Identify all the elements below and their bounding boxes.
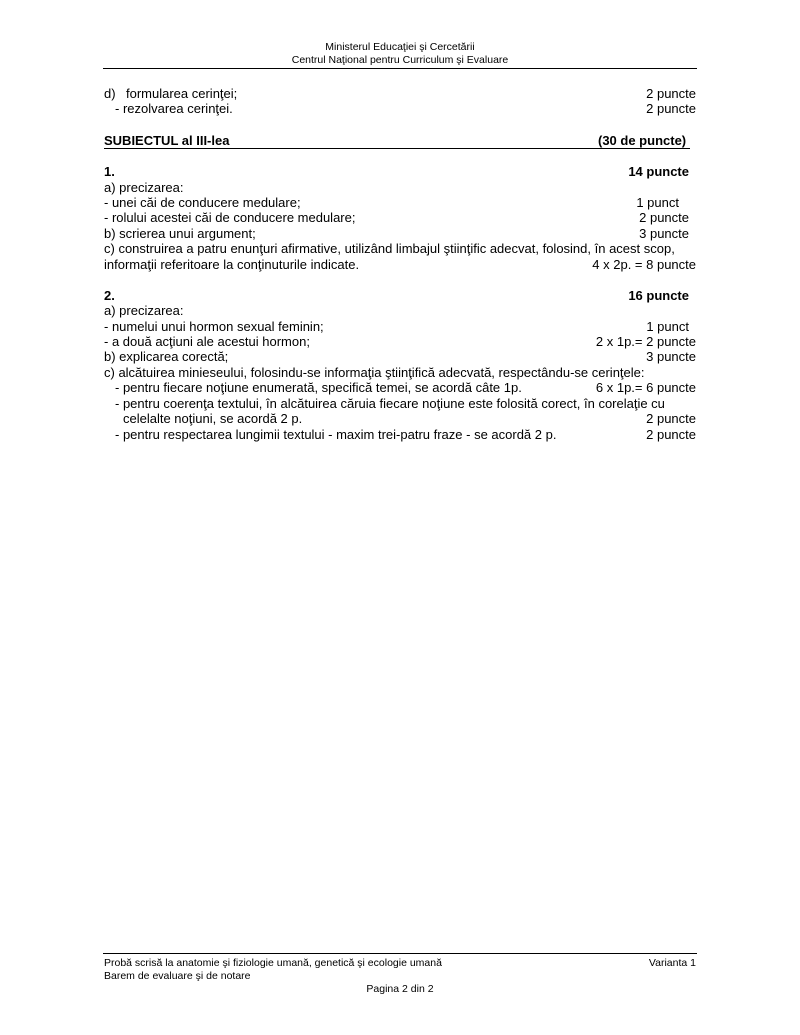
header-rule <box>103 68 697 69</box>
section-underline <box>104 148 690 149</box>
q1-a2-text: - rolului acestei căi de conducere medulare; <box>104 210 356 225</box>
item-d-text: formularea cerinţei; <box>126 86 238 101</box>
header-ministry: Ministerul Educaţiei şi Cercetării <box>325 41 475 53</box>
q1-points: 14 puncte <box>628 164 689 179</box>
footer-variant: Varianta 1 <box>648 957 696 969</box>
q1-c-points: 4 x 2p. = 8 puncte <box>592 257 696 272</box>
q2-number: 2. <box>104 288 115 303</box>
section-points: (30 de puncte) <box>598 133 687 148</box>
q2-c1-points: 6 x 1p.= 6 puncte <box>595 380 696 395</box>
q2-c2-line2: celelalte noţiuni, se acordă 2 p. <box>123 411 303 426</box>
item-d-label: d) <box>104 86 116 101</box>
q2-c2-line1: - pentru coerenţa textului, în alcătuirea căruia fiecare noţiune este folosită corect, în corelaţie cu <box>115 396 665 411</box>
header-center: Centrul Naţional pentru Curriculum şi Evaluare <box>291 54 509 66</box>
q2-c3-points: 2 puncte <box>646 427 696 442</box>
item-d2-points: 2 puncte <box>646 101 696 116</box>
q2-a-intro: a) precizarea: <box>104 303 184 318</box>
q1-b-points: 3 puncte <box>639 226 689 241</box>
q1-b-text: b) scrierea unui argument; <box>104 226 256 241</box>
q2-a1-points: 1 punct <box>646 319 689 334</box>
q2-a2-text: - a două acţiuni ale acestui hormon; <box>104 334 310 349</box>
item-d2-text: - rezolvarea cerinţei. <box>115 101 233 116</box>
q1-a2-points: 2 puncte <box>639 210 689 225</box>
q2-b-points: 3 puncte <box>646 349 696 364</box>
q1-c-line1: c) construirea a patru enunţuri afirmative, utilizând limbajul ştiinţific adecvat, folosind, în acest scop, <box>104 241 675 256</box>
q2-points: 16 puncte <box>628 288 689 303</box>
q1-a1-text: - unei căi de conducere medulare; <box>104 195 301 210</box>
q2-c-intro: c) alcătuirea minieseului, folosindu-se informaţia ştiinţifică adecvată, respectându-se cerinţele: <box>104 365 645 380</box>
q2-a2-points: 2 x 1p.= 2 puncte <box>595 334 696 349</box>
q2-c2-points: 2 puncte <box>646 411 696 426</box>
q1-a1-points: 1 punct <box>636 195 679 210</box>
q1-number: 1. <box>104 164 115 179</box>
q2-c1-text: - pentru fiecare noţiune enumerată, specifică temei, se acordă câte 1p. <box>115 380 522 395</box>
section-title: SUBIECTUL al III-lea <box>104 133 230 148</box>
footer-barem: Barem de evaluare şi de notare <box>104 970 251 982</box>
footer-page-number: Pagina 2 din 2 <box>366 983 434 995</box>
q1-a-intro: a) precizarea: <box>104 180 184 195</box>
q1-c-line2: informaţii referitoare la conţinuturile indicate. <box>104 257 360 272</box>
q2-a1-text: - numelui unui hormon sexual feminin; <box>104 319 324 334</box>
footer-rule <box>103 953 697 954</box>
q2-b-text: b) explicarea corectă; <box>104 349 229 364</box>
footer-exam-title: Probă scrisă la anatomie şi fiziologie umană, genetică şi ecologie umană <box>104 957 442 969</box>
q2-c3-text: - pentru respectarea lungimii textului - maxim trei-patru fraze - se acordă 2 p. <box>115 427 557 442</box>
item-d-points: 2 puncte <box>646 86 696 101</box>
